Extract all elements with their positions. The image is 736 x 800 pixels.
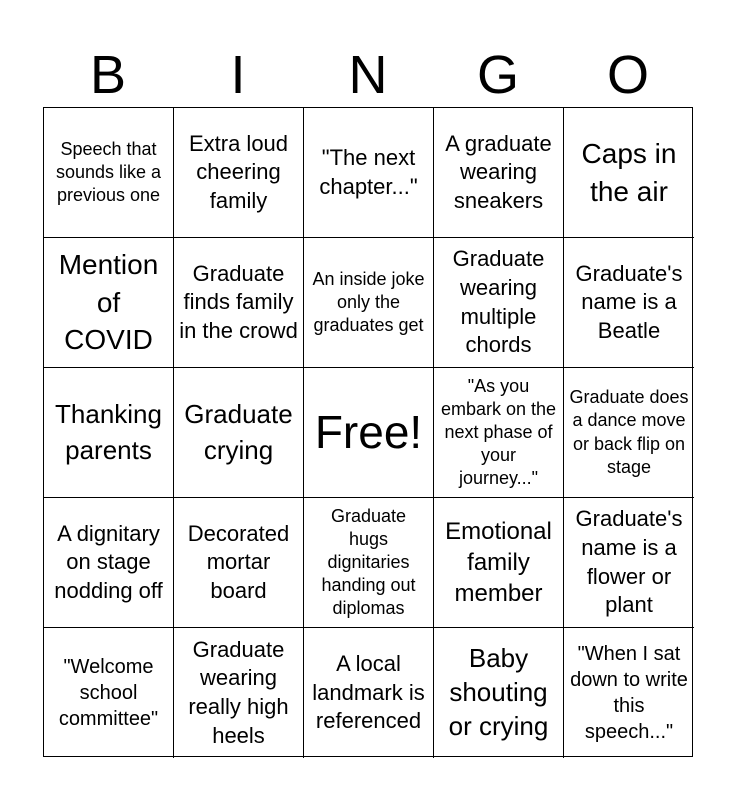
cell-text: "As you embark on the next phase of your journey..."	[440, 375, 557, 489]
cell-text: Graduate hugs dignitaries handing out diplomas	[321, 505, 416, 619]
bingo-cell[interactable]	[44, 368, 174, 498]
cell-text: Decorated mortar board	[187, 520, 290, 603]
free-space-text: Free!	[314, 406, 423, 459]
cell-text: A graduate wearing sneakers	[445, 130, 552, 213]
bingo-cell[interactable]	[44, 498, 174, 628]
cell-text: Graduate does a dance move or back flip on stage	[569, 387, 689, 477]
bingo-board	[43, 107, 693, 757]
header-letter-o: O	[606, 45, 649, 105]
bingo-cell[interactable]	[434, 498, 564, 628]
bingo-cell[interactable]	[434, 238, 564, 368]
cell-text: Thanking parents	[55, 399, 162, 465]
cell-text: Graduate wearing really high heels	[188, 636, 289, 748]
header-letter-i: I	[230, 45, 246, 105]
header-letter-n: N	[348, 45, 388, 105]
cell-text: Graduate finds family in the crowd	[179, 260, 298, 343]
header-letter-b: B	[89, 45, 127, 105]
bingo-cell[interactable]	[174, 368, 304, 498]
cell-text: Graduate crying	[184, 399, 293, 465]
cell-text: "The next chapter..."	[319, 144, 418, 199]
cell-text: A dignitary on stage nodding off	[54, 520, 163, 603]
bingo-cell[interactable]	[564, 498, 694, 628]
bingo-cell[interactable]	[304, 628, 434, 758]
bingo-cell[interactable]	[434, 108, 564, 238]
bingo-cell[interactable]	[304, 238, 434, 368]
bingo-cell[interactable]	[174, 108, 304, 238]
bingo-cell[interactable]	[174, 498, 304, 628]
cell-text: Speech that sounds like a previous one	[55, 138, 162, 206]
cell-text: Graduate wearing multiple chords	[452, 246, 545, 358]
bingo-header	[43, 44, 693, 106]
header-letter-g: G	[476, 45, 519, 105]
free-space-cell[interactable]	[304, 368, 434, 498]
bingo-cell[interactable]	[564, 628, 694, 758]
cell-text: "When I sat down to write this speech..."	[570, 643, 688, 743]
cell-text: "Welcome school committee"	[58, 656, 159, 730]
cell-text: Mention of COVID	[58, 248, 159, 356]
cell-text: Emotional family member	[445, 517, 552, 608]
cell-text: Graduate's name is a Beatle	[575, 260, 683, 343]
bingo-cell[interactable]	[44, 238, 174, 368]
bingo-cell[interactable]	[44, 108, 174, 238]
bingo-cell[interactable]	[174, 238, 304, 368]
cell-text: A local landmark is referenced	[312, 651, 425, 734]
bingo-cell[interactable]	[564, 108, 694, 238]
bingo-cell[interactable]	[434, 628, 564, 758]
bingo-cell[interactable]	[564, 238, 694, 368]
bingo-cell[interactable]	[434, 368, 564, 498]
bingo-cell[interactable]	[304, 498, 434, 628]
cell-text: Caps in the air	[581, 137, 677, 207]
cell-text: Baby shouting or crying	[448, 643, 549, 741]
cell-text: Graduate's name is a flower or plant	[575, 506, 683, 618]
cell-text: Extra loud cheering family	[188, 130, 289, 213]
cell-text: An inside joke only the graduates get	[312, 268, 425, 336]
bingo-cell[interactable]	[44, 628, 174, 758]
bingo-cell[interactable]	[564, 368, 694, 498]
bingo-cell[interactable]	[304, 108, 434, 238]
bingo-cell[interactable]	[174, 628, 304, 758]
